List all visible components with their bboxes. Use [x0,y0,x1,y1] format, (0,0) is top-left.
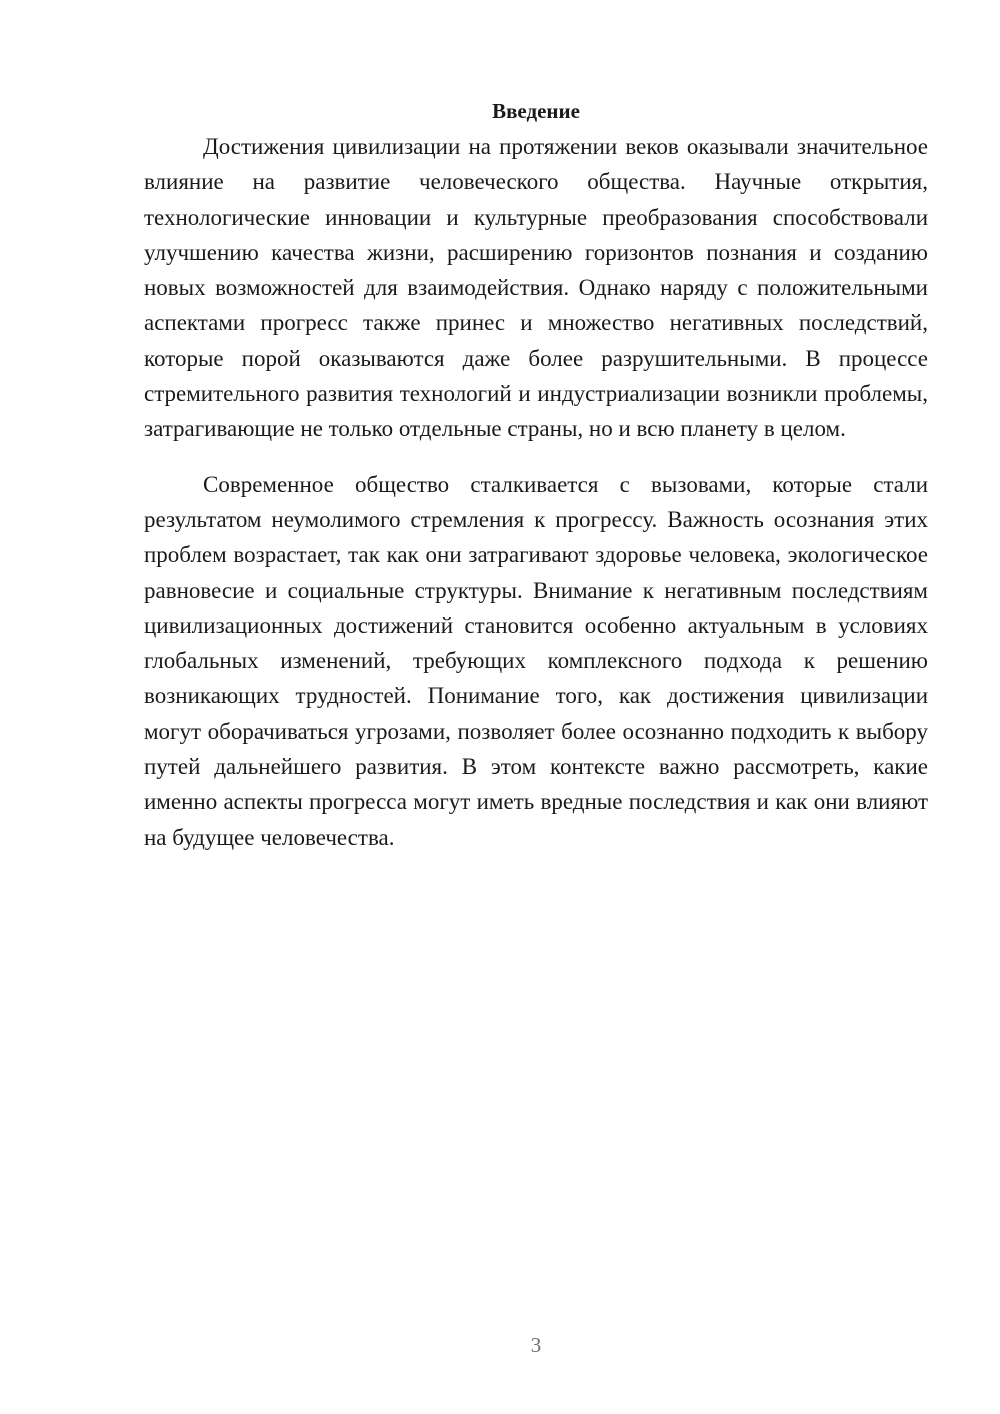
page-content [144,94,928,855]
page-number: 3 [530,1333,542,1357]
paragraph-1: Достижения цивилизации на протяжении веков оказывали значительное влияние на развитие человеческого общества. Научные открытия, технологические инновации и культурные преобразования способствовали улучшению качества жизни, расширению горизонтов познания и созданию новых возможностей для взаимодействия. Однако наряду с положительными аспектами прогресс также принес и множество негативных последствий, которые порой оказываются даже более разрушительными. В процессе стремительного развития технологий и индустриализации возникли проблемы, затрагивающие не только отдельные страны, но и всю планету в целом. [144,134,928,442]
paragraph-2: Современное общество сталкивается с вызовами, которые стали результатом неумолимого стремления к прогрессу. Важность осознания этих проблем возрастает, так как они затрагивают здоровье человека, экологическое равновесие и социальные структуры. Внимание к негативным последствиям цивилизационных достижений становится особенно актуальным в условиях глобальных изменений, требующих комплексного подхода к решению возникающих трудностей. Понимание того, как достижения цивилизации могут оборачиваться угрозами, позволяет более осознанно подходить к выбору путей дальнейшего развития. В этом контексте важно рассмотреть, какие именно аспекты прогресса могут иметь вредные последствия и как они влияют на будущее человечества. [144,471,928,850]
section-title: Введение [492,99,580,123]
